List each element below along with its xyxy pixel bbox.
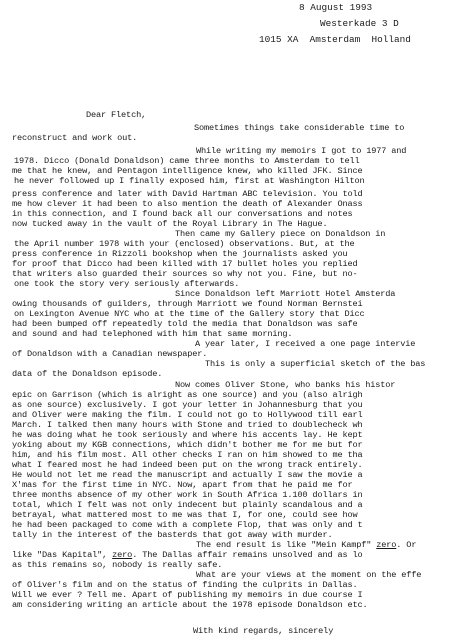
body-line: Will we ever ? Tell me. Apart of publishing my memoirs in due course I	[12, 590, 363, 600]
body-line: three months absence of my other work in South Africa 1.100 dollars in	[12, 490, 363, 500]
body-line: reconstruct and work out.	[12, 133, 138, 143]
body-line: on Lexington Avenue NYC who at the time of the Gallery story that Dicc	[14, 309, 365, 319]
body-line: yoking about my KGB connections, which didn't bother me for me but for	[12, 440, 363, 450]
body-line: he was doing what he took seriously and where his accents lay. He kept	[12, 430, 363, 440]
body-line: for proof that Dicco had been killed with 17 bullet holes you replied	[12, 259, 358, 269]
body-line: one took the story very seriously afterwards.	[14, 279, 240, 289]
letter-date: 8 August 1993	[299, 2, 373, 13]
body-line: press conference and later with David Hartman ABC television. You told	[12, 189, 363, 199]
body-line: me how clever it had been to also mention the death of Alexander Onass	[12, 199, 363, 209]
body-line: like "Das Kapital", zero. The Dallas affair remains unsolved and as lo	[12, 550, 363, 560]
body-line: what I feared most he had indeed been put on the wrong track entirely.	[12, 460, 363, 470]
body-line: Then came my Gallery piece on Donaldson in	[175, 229, 386, 239]
body-line: as one source) exclusively. I got your letter in Johannesburg that you	[12, 400, 363, 410]
body-line: epic on Garrison (which is alright as one source) and you (also alrigh	[12, 390, 363, 400]
sender-street: Westerkade 3 D	[320, 18, 399, 29]
body-line: had been bumped off repeatedly told the media that Donaldson was safe	[12, 319, 358, 329]
body-line: him, and his film most. All other checks I ran on him showed to me tha	[12, 450, 363, 460]
body-line: betrayal, what mattered most to me was that I, for one, could see how	[12, 510, 358, 520]
body-line: The end result is like "Mein Kampf" zero. Or	[196, 540, 417, 550]
body-line: and Oliver were making the film. I could not go to Hollywood till earl	[12, 410, 363, 420]
body-line: data of the Donaldson episode.	[12, 369, 163, 379]
body-line: of Donaldson with a Canadian newspaper.	[12, 349, 208, 359]
body-line: me that he knew, and Pentagon intelligence knew, who killed JFK. Since	[12, 166, 363, 176]
body-line: and sound and had telephoned with him that same morning.	[12, 329, 293, 339]
body-line: March. I talked then many hours with Stone and tried to doublecheck wh	[12, 420, 363, 430]
body-line: Now comes Oliver Stone, who banks his histor	[175, 380, 396, 390]
body-line: What are your views at the moment on the effe	[196, 570, 422, 580]
body-line: the April number 1978 with your (enclosed) observations. But, at the	[14, 239, 355, 249]
body-line: This is only a superficial sketch of the bas	[205, 359, 426, 369]
sender-city: 1015 XA Amsterdam Holland	[259, 34, 411, 45]
body-line: in this connection, and I found back all our conversations and notes	[12, 209, 353, 219]
body-line: of Oliver's film and on the status of finding the culprits in Dallas.	[12, 580, 358, 590]
body-line: He would not let me read the manuscript and actually I saw the movie a	[12, 470, 363, 480]
body-line: While writing my memoirs I got to 1977 and	[196, 146, 407, 156]
body-line: X'mas for the first time in NYC. Now, apart from that he paid me for	[12, 480, 353, 490]
body-line: he had been packaged to come with a complete Flop, that was only and t	[12, 520, 363, 530]
body-line: A year later, I received a one page intervie	[195, 339, 416, 349]
body-line: Sometimes things take considerable time to	[194, 123, 405, 133]
body-line: Since Donaldson left Marriott Hotel Amsterda	[175, 289, 396, 299]
body-line: owing thousands of guilders, through Marriott we found Norman Bernstei	[12, 299, 363, 309]
body-line: as this remains so, nobody is really safe.	[12, 560, 223, 570]
body-line: tally in the interest of the basterds that got away with murder.	[12, 530, 333, 540]
body-line: that writers also guarded their sources so why not you. Fine, but no-	[12, 269, 358, 279]
body-line: total, which I felt was not only indecent but plainly scandalous and a	[12, 500, 363, 510]
body-line: press conference in Rizzoli bookshop when the journalists asked you	[12, 249, 348, 259]
body-line: he never followed up I finally exposed him, first at Washington Hilton	[14, 176, 365, 186]
closing: With kind regards, sincerely	[193, 626, 334, 636]
body-line: now tucked away in the vault of the Royal Library in The Hague.	[12, 219, 328, 229]
body-line: 1978. Dicco (Donald Donaldson) came three months to Amsterdam to tell	[14, 156, 360, 166]
salutation: Dear Fletch,	[86, 110, 147, 120]
body-line: am considering writing an article about the 1978 episode Donaldson etc.	[12, 600, 368, 610]
